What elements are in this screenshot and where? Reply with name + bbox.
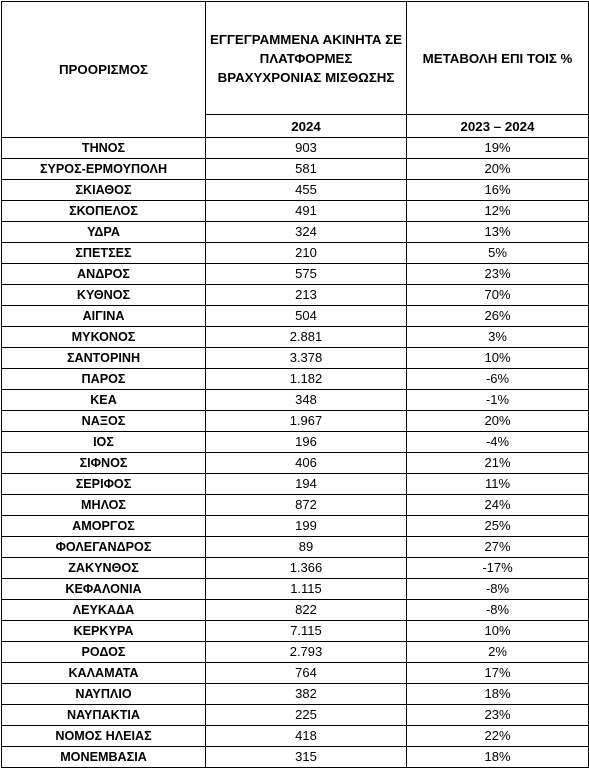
listings-count-cell: 1.967 [206, 411, 407, 432]
listings-count-cell: 194 [206, 474, 407, 495]
change-percent-cell: 10% [407, 348, 589, 369]
table-row [2, 348, 589, 369]
table-row [2, 558, 589, 579]
change-percent-cell: 10% [407, 621, 589, 642]
table-row [2, 621, 589, 642]
listings-count-cell: 315 [206, 747, 407, 768]
listings-count-cell: 764 [206, 663, 407, 684]
destination-cell: ΚΕΑ [2, 390, 206, 411]
table-row [2, 159, 589, 180]
change-percent-cell: 21% [407, 453, 589, 474]
change-percent-cell: 23% [407, 264, 589, 285]
listings-count-cell: 581 [206, 159, 407, 180]
listings-count-cell: 382 [206, 684, 407, 705]
change-percent-cell: -8% [407, 579, 589, 600]
change-percent-cell: -8% [407, 600, 589, 621]
listings-count-cell: 348 [206, 390, 407, 411]
destination-cell: ΝΑΥΠΑΚΤΙΑ [2, 705, 206, 726]
listings-count-cell: 225 [206, 705, 407, 726]
table-row [2, 474, 589, 495]
listings-count-cell: 491 [206, 201, 407, 222]
change-percent-cell: 70% [407, 285, 589, 306]
table-row [2, 180, 589, 201]
listings-count-cell: 1.366 [206, 558, 407, 579]
change-percent-cell: 11% [407, 474, 589, 495]
listings-table [1, 1, 589, 768]
destination-cell: ΣΕΡΙΦΟΣ [2, 474, 206, 495]
table-row [2, 432, 589, 453]
listings-count-cell: 1.182 [206, 369, 407, 390]
table-row [2, 705, 589, 726]
listings-count-cell: 575 [206, 264, 407, 285]
destination-cell: ΜΟΝΕΜΒΑΣΙΑ [2, 747, 206, 768]
destination-cell: ΑΙΓΙΝΑ [2, 306, 206, 327]
destination-cell: ΣΠΕΤΣΕΣ [2, 243, 206, 264]
change-percent-cell: 12% [407, 201, 589, 222]
change-percent-cell: 26% [407, 306, 589, 327]
destination-cell: ΜΗΛΟΣ [2, 495, 206, 516]
change-percent-cell: 13% [407, 222, 589, 243]
destination-cell: ΝΑΥΠΛΙΟ [2, 684, 206, 705]
listings-count-cell: 89 [206, 537, 407, 558]
table-row [2, 663, 589, 684]
destination-cell: ΣΥΡΟΣ-ΕΡΜΟΥΠΟΛΗ [2, 159, 206, 180]
change-percent-cell: -17% [407, 558, 589, 579]
listings-count-cell: 406 [206, 453, 407, 474]
change-percent-cell: 24% [407, 495, 589, 516]
change-percent-cell: 22% [407, 726, 589, 747]
listings-count-cell: 3.378 [206, 348, 407, 369]
table-body [2, 138, 589, 768]
change-percent-cell: 27% [407, 537, 589, 558]
listings-count-cell: 196 [206, 432, 407, 453]
destination-cell: ΑΝΔΡΟΣ [2, 264, 206, 285]
listings-count-cell: 199 [206, 516, 407, 537]
table-row [2, 306, 589, 327]
listings-count-cell: 1.115 [206, 579, 407, 600]
destination-cell: ΣΑΝΤΟΡΙΝΗ [2, 348, 206, 369]
destination-cell: ΡΟΔΟΣ [2, 642, 206, 663]
change-percent-cell: 18% [407, 684, 589, 705]
destination-cell: ΛΕΥΚΑΔΑ [2, 600, 206, 621]
change-percent-cell: 20% [407, 411, 589, 432]
change-percent-cell: -6% [407, 369, 589, 390]
table-row [2, 579, 589, 600]
table-row [2, 201, 589, 222]
listings-count-cell: 2.881 [206, 327, 407, 348]
destination-cell: ΙΟΣ [2, 432, 206, 453]
table-row [2, 243, 589, 264]
change-percent-cell: 5% [407, 243, 589, 264]
change-percent-cell: 3% [407, 327, 589, 348]
table-row [2, 138, 589, 159]
destination-cell: ΤΗΝΟΣ [2, 138, 206, 159]
destination-cell: ΣΙΦΝΟΣ [2, 453, 206, 474]
destination-cell: ΚΕΡΚΥΡΑ [2, 621, 206, 642]
table-row [2, 726, 589, 747]
table-row [2, 684, 589, 705]
table-row [2, 747, 589, 768]
change-percent-cell: 18% [407, 747, 589, 768]
destination-cell: ΚΥΘΝΟΣ [2, 285, 206, 306]
table-row [2, 600, 589, 621]
change-percent-cell: 20% [407, 159, 589, 180]
listings-count-cell: 324 [206, 222, 407, 243]
destination-header: ΠΡΟΟΡΙΣΜΟΣ [2, 2, 206, 138]
table-row [2, 495, 589, 516]
destination-cell: ΜΥΚΟΝΟΣ [2, 327, 206, 348]
destination-cell: ΚΑΛΑΜΑΤΑ [2, 663, 206, 684]
change-percent-cell: 19% [407, 138, 589, 159]
table-row [2, 411, 589, 432]
table-row [2, 516, 589, 537]
listings-count-cell: 504 [206, 306, 407, 327]
listings-count-cell: 822 [206, 600, 407, 621]
period-header: 2023 – 2024 [407, 115, 589, 138]
change-percent-cell: 16% [407, 180, 589, 201]
table-row [2, 369, 589, 390]
table-row [2, 537, 589, 558]
listings-count-cell: 418 [206, 726, 407, 747]
table-row [2, 222, 589, 243]
change-header: ΜΕΤΑΒΟΛΗ ΕΠΙ ΤΟΙΣ % [407, 2, 589, 115]
destination-cell: ΦΟΛΕΓΑΝΔΡΟΣ [2, 537, 206, 558]
listings-header: ΕΓΓΕΓΡΑΜΜΕΝΑ ΑΚΙΝΗΤΑ ΣΕ ΠΛΑΤΦΟΡΜΕΣ ΒΡΑΧΥΧΡΟΝΙΑΣ ΜΙΣΘΩΣΗΣ [206, 2, 407, 115]
destination-cell: ΑΜΟΡΓΟΣ [2, 516, 206, 537]
destination-cell: ΥΔΡΑ [2, 222, 206, 243]
table-row [2, 327, 589, 348]
destination-cell: ΝΟΜΟΣ ΗΛΕΙΑΣ [2, 726, 206, 747]
table-row [2, 642, 589, 663]
change-percent-cell: -4% [407, 432, 589, 453]
destination-cell: ΝΑΞΟΣ [2, 411, 206, 432]
table-row [2, 264, 589, 285]
change-percent-cell: 23% [407, 705, 589, 726]
year-header: 2024 [206, 115, 407, 138]
destination-cell: ΣΚΙΑΘΟΣ [2, 180, 206, 201]
destination-cell: ΚΕΦΑΛΟΝΙΑ [2, 579, 206, 600]
change-percent-cell: 2% [407, 642, 589, 663]
listings-count-cell: 455 [206, 180, 407, 201]
change-percent-cell: 17% [407, 663, 589, 684]
table-row [2, 453, 589, 474]
listings-count-cell: 213 [206, 285, 407, 306]
destination-cell: ΖΑΚΥΝΘΟΣ [2, 558, 206, 579]
listings-count-cell: 7.115 [206, 621, 407, 642]
listings-count-cell: 210 [206, 243, 407, 264]
destination-cell: ΣΚΟΠΕΛΟΣ [2, 201, 206, 222]
table-row [2, 390, 589, 411]
table-row [2, 285, 589, 306]
destination-cell: ΠΑΡΟΣ [2, 369, 206, 390]
change-percent-cell: 25% [407, 516, 589, 537]
change-percent-cell: -1% [407, 390, 589, 411]
listings-count-cell: 2.793 [206, 642, 407, 663]
listings-count-cell: 903 [206, 138, 407, 159]
listings-count-cell: 872 [206, 495, 407, 516]
